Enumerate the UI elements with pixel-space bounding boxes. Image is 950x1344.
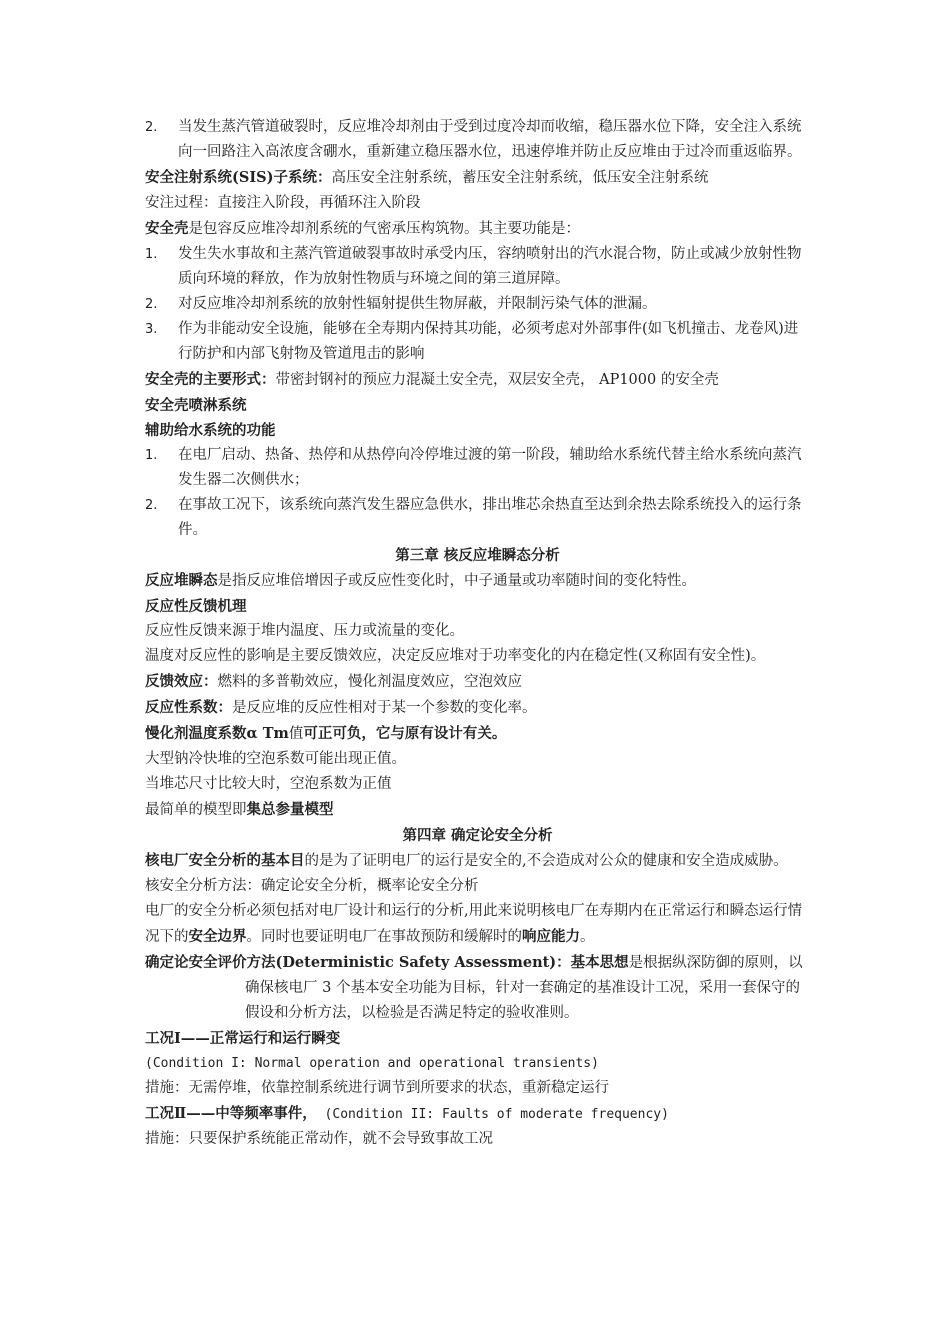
- condition-1-heading: 工况Ⅰ——正常运行和运行瞬变: [145, 1030, 341, 1047]
- list-item: [145, 443, 810, 493]
- condition-2-measure: 措施：只要保护系统能正常动作，就不会导致事故工况: [145, 1131, 493, 1147]
- list-number: 1.: [145, 448, 158, 463]
- list-item: [145, 242, 810, 292]
- sis-text: 高压安全注射系统，蓄压安全注射系统，低压安全注射系统: [331, 170, 709, 186]
- document-page: [145, 115, 810, 1152]
- list-item: [145, 115, 810, 165]
- transient-text: 是指反应堆倍增因子或反应性变化时，中子通量或功率随时间的变化特性。: [217, 573, 696, 589]
- forms-label: 安全壳的主要形式：: [145, 371, 276, 388]
- forms-line: [145, 367, 810, 393]
- feedback-heading: 反应性反馈机理: [145, 598, 247, 615]
- list-text: 发生失水事故和主蒸汽管道破裂事故时承受内压，容纳喷射出的汽水混合物，防止或减少放射性物质向环境的释放，作为放射性物质与环境之间的第三道屏障。: [178, 246, 802, 287]
- moderator-mid: 值: [288, 726, 304, 742]
- dsa-label2: 基本思想: [570, 954, 629, 971]
- purpose-text: 的是为了证明电厂的运行是安全的,不会造成对公众的健康和安全造成威胁。: [304, 853, 788, 869]
- forms-text: 带密封钢衬的预应力混凝土安全壳，双层安全壳， AP1000 的安全壳: [275, 372, 719, 388]
- paragraph: 温度对反应性的影响是主要反馈效应，决定反应堆对于功率变化的内在稳定性(又称固有安全性)。: [145, 648, 766, 664]
- list-text: 作为非能动安全设施，能够在全寿期内保持其功能，必须考虑对外部事件(如飞机撞击、龙卷风)进行防护和内部飞射物及管道甩击的影响: [178, 321, 799, 362]
- list-number: 2.: [145, 498, 158, 513]
- sis-line: [145, 165, 810, 191]
- list-text: 当发生蒸汽管道破裂时，反应堆冷却剂由于受到过度冷却而收缩，稳压器水位下降，安全注入系统向一回路注入高浓度含硼水，重新建立稳压器水位，迅速停堆并防止反应堆由于过冷而重返临界。: [178, 119, 802, 160]
- list-text: 对反应堆冷却剂系统的放射性辐射提供生物屏蔽，并限制污染气体的泄漏。: [178, 296, 657, 312]
- dsa-label: 确定论安全评价方法(Deterministic Safety Assessment)：: [145, 954, 571, 971]
- list-item: [145, 493, 810, 543]
- inject-process: 安注过程：直接注入阶段，再循环注入阶段: [145, 195, 421, 211]
- purpose-label: 核电厂安全分析的基本目: [145, 852, 305, 869]
- effects-label: 反馈效应：: [145, 673, 218, 690]
- safety-boundary: 安全边界: [188, 928, 247, 945]
- analysis-paragraph: [145, 899, 810, 950]
- list-number: 2.: [145, 120, 158, 135]
- condition-1-measure: 措施：无需停堆，依靠控制系统进行调节到所要求的状态，重新稳定运行: [145, 1080, 609, 1096]
- moderator-line: [145, 721, 810, 747]
- condition-2-heading: 工况Ⅱ——中等频率事件，: [145, 1105, 317, 1122]
- moderator-text: 可正可负，它与原有设计有关。: [303, 725, 507, 742]
- list-item: [145, 317, 810, 367]
- model-name: 集总参量模型: [246, 801, 334, 818]
- model-prefix: 最简单的模型即: [145, 802, 247, 818]
- containment-line: [145, 216, 810, 242]
- moderator-label: 慢化剂温度系数α Tm: [145, 725, 289, 742]
- effects-text: 燃料的多普勒效应，慢化剂温度效应，空泡效应: [217, 674, 522, 690]
- coef-line: [145, 695, 810, 721]
- model-line: [145, 797, 810, 823]
- chapter-4-title: 第四章 确定论安全分析: [402, 827, 553, 844]
- sis-label: 安全注射系统(SIS)子系统：: [145, 169, 332, 186]
- condition-1-english: (Condition I: Normal operation and operational transients): [145, 1056, 599, 1071]
- list-text: 在电厂启动、热备、热停和从热停向冷停堆过渡的第一阶段，辅助给水系统代替主给水系统向蒸汽发生器二次侧供水；: [178, 447, 802, 488]
- paragraph: 反应性反馈来源于堆内温度、压力或流量的变化。: [145, 623, 464, 639]
- list-item: [145, 292, 810, 317]
- paragraph: 当堆芯尺寸比较大时，空泡系数为正值: [145, 776, 392, 792]
- containment-label: 安全壳: [145, 220, 189, 237]
- afw-heading: 辅助给水系统的功能: [145, 422, 276, 439]
- list-text: 在事故工况下，该系统向蒸汽发生器应急供水，排出堆芯余热直至达到余热去除系统投入的运行条件。: [178, 497, 802, 538]
- condition-2-english: (Condition II: Faults of moderate frequency): [316, 1107, 669, 1122]
- coef-label: 反应性系数：: [145, 699, 232, 716]
- spray-heading: 安全壳喷淋系统: [145, 397, 247, 414]
- transient-line: [145, 568, 810, 594]
- dsa-text: 是根据纵深防御的原则，以确保核电厂 3 个基本安全功能为目标，针对一套确定的基准设计工况，采用一套保守的假设和分析方法，以检验是否满足特定的验收准则。: [245, 955, 803, 1021]
- analysis-text-a: 电厂的安全分析必须包括对电厂设计和运行的分析,用此来说明核电厂在寿期内在正常运行和瞬态运行情况下的: [145, 903, 803, 945]
- list-number: 2.: [145, 297, 158, 312]
- coef-text: 是反应堆的反应性相对于某一个参数的变化率。: [232, 700, 537, 716]
- containment-text: 是包容反应堆冷却剂系统的气密承压构筑物。其主要功能是：: [188, 221, 580, 237]
- list-number: 3.: [145, 322, 158, 337]
- list-number: 1.: [145, 247, 158, 262]
- purpose-line: [145, 848, 810, 874]
- chapter-3-title: 第三章 核反应堆瞬态分析: [395, 547, 560, 564]
- dsa-paragraph: [145, 950, 810, 1026]
- methods-line: 核安全分析方法：确定论安全分析，概率论安全分析: [145, 878, 479, 894]
- analysis-text-e: 。: [580, 929, 595, 945]
- response-capability: 响应能力: [522, 928, 580, 945]
- effects-line: [145, 669, 810, 695]
- transient-label: 反应堆瞬态: [145, 572, 218, 589]
- analysis-text-c: 。同时也要证明电厂在事故预防和缓解时的: [246, 929, 522, 945]
- condition-2-line: [145, 1101, 810, 1127]
- paragraph: 大型钠冷快堆的空泡系数可能出现正值。: [145, 751, 406, 767]
